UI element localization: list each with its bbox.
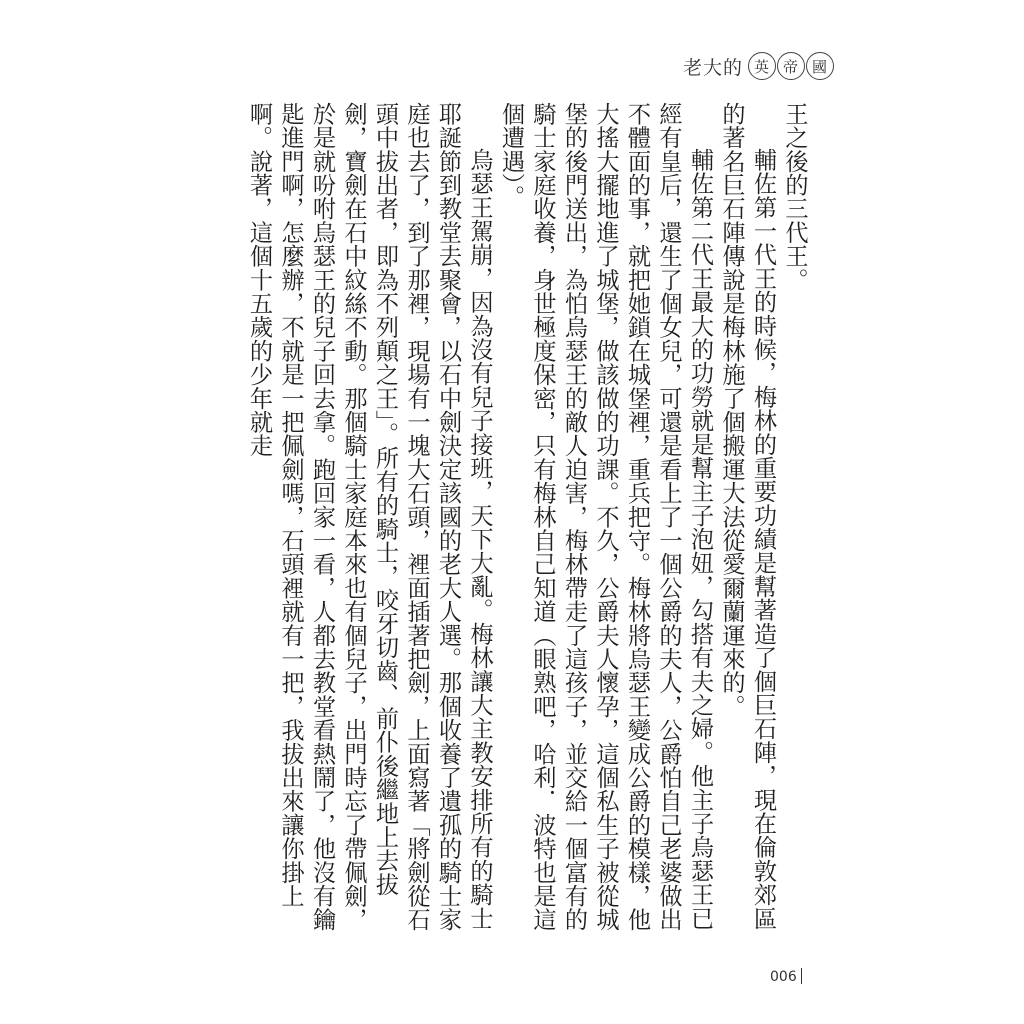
- page-number-text: 006: [770, 969, 797, 985]
- header-circled-char: 國: [806, 52, 834, 80]
- running-header: [683, 52, 834, 80]
- paragraph: 輔佐第一代王的時候，梅林的重要功績是幫著造了個巨石陣，現在倫敦郊區的著名巨石陣傳說是梅林施了個搬運大法從愛爾蘭運來的。: [718, 102, 777, 931]
- paragraph: 烏瑟王駕崩，因為沒有兒子接班，天下大亂。梅林讓大主教安排所有的騎士耶誕節到教堂去聚會，以石中劍決定該國的老大人選。那個收養了遺孤的騎士家庭也去了，到了那裡，現場有一塊大石頭，裡面插著把劍，上面寫著「將劍從石頭中拔出者，即為不列顛之王」。所有的騎士，咬牙切齒、前仆後繼地上去拔劍，寶劍在石中紋絲不動。那個騎士家庭本來也有個兒子，出門時忘了帶佩劍，於是就吩咐烏瑟王的兒子回去拿。跑回家一看，人都去教堂看熱鬧了，他沒有鑰匙進門啊，怎麼辦，不就是一把佩劍嗎，石頭裡就有一把，我拔出來讓你掛上啊。說著，這個十五歲的少年就走: [245, 102, 493, 932]
- page-number-rule: [801, 968, 803, 984]
- page-number: [770, 968, 802, 985]
- header-prefix: 老大的: [682, 56, 743, 79]
- header-circled-char: 英: [748, 52, 776, 80]
- paragraph: 輔佐第二代王最大的功勞就是幫主子泡妞，勾搭有夫之婦。他主子烏瑟王已經有皇后，還生了個女兒，可還是看上了一個公爵的夫人，公爵怕自己老婆做出不體面的事，就把她鎖在城堡裡，重兵把守。梅林將烏瑟王變成公爵的模樣，他大搖大擺地進了城堡，做該做的功課。不久，公爵夫人懷孕，這個私生子被從城堡的後門送出，為怕烏瑟王的敵人迫害，梅林帶走了這孩子，並交給一個富有的騎士家庭收養，身世極度保密，只有梅林自己知道（眼熟吧，哈利．波特也是這個遭遇）。: [497, 102, 714, 932]
- paragraph: 王之後的三代王。: [781, 102, 808, 292]
- header-circled-char: 帝: [777, 52, 805, 80]
- vertical-body-text: [240, 102, 810, 942]
